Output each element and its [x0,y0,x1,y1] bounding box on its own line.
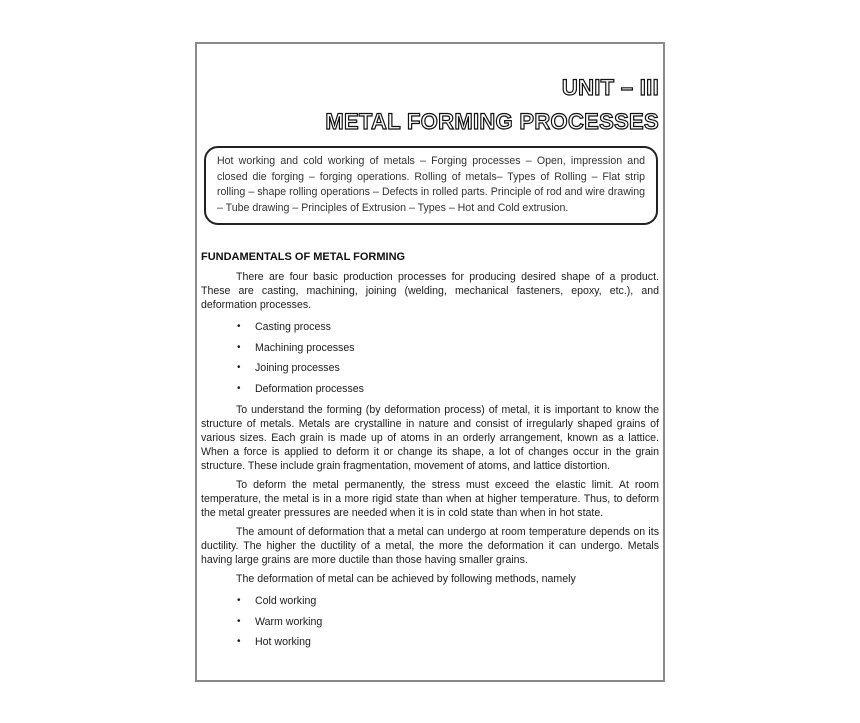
list-item [201,379,659,400]
bullet-icon: • [237,636,241,647]
list-item [201,358,659,379]
page-title: METAL FORMING PROCESSES [325,109,659,134]
list-item [201,317,659,338]
document-page [195,42,665,682]
bullet-icon: • [237,615,241,627]
methods-list [201,591,659,653]
section-heading: FUNDAMENTALS OF METAL FORMING [201,251,406,263]
list-item [201,591,659,612]
list-item-label: Joining processes [255,362,340,374]
list-item [201,612,659,633]
list-item-label: Casting process [255,321,331,333]
bullet-icon: • [237,382,241,394]
bullet-icon: • [237,321,241,332]
unit-title: UNIT – III [561,75,659,100]
methods-paragraph: The deformation of metal can be achieved by following methods, namely [236,573,576,585]
structure-paragraph: To understand the forming (by deformation process) of metal, it is important to know the structure of metals. Metals are crystalline in nature and consist of irregularly shaped grains of various sizes. Each grain is made up of atoms in an orderly arrangement, known as a lattice. When a force is applied to deform it or change its shape, a lot of changes occur in the grain structure. These include grain fragmentation, movement of atoms, and lattice distortion. [201,404,659,472]
bullet-icon: • [237,362,241,373]
bullet-icon: • [237,595,241,606]
body-content [201,250,659,657]
list-item-label: Cold working [255,595,317,607]
list-item-label: Warm working [255,615,323,628]
synopsis-box: Hot working and cold working of metals – Forging processes – Open, impression and closed die forging – forging operations. Rolling of metals– Types of Rolling – Flat strip rolling – shape rolling operations – Defects in rolled parts. Principle of rod and wire drawing – Tube drawing – Principles of Extrusion – Types – Hot and Cold extrusion. [204,146,658,225]
list-item-label: Deformation processes [255,382,364,395]
process-list [201,317,659,399]
list-item [201,632,659,653]
ductility-paragraph: The amount of deformation that a metal can undergo at room temperature depends on its ductility. The higher the ductility of a metal, the more the deformation it can undergo. Metals having large grains are more ductile than those having smaller grains. [201,526,659,566]
list-item [201,338,659,359]
list-item-label: Machining processes [255,341,355,354]
intro-paragraph: There are four basic production processes for producing desired shape of a product. These are casting, machining, joining (welding, mechanical fasteners, epoxy, etc.), and deformation processes. [201,271,659,311]
list-item-label: Hot working [255,636,311,648]
deform-paragraph: To deform the metal permanently, the stress must exceed the elastic limit. At room temperature, the metal is in a more rigid state than when at higher temperature. Thus, to deform the metal greater pressures are needed when it is in cold state than when in hot state. [201,479,659,519]
bullet-icon: • [237,341,241,353]
